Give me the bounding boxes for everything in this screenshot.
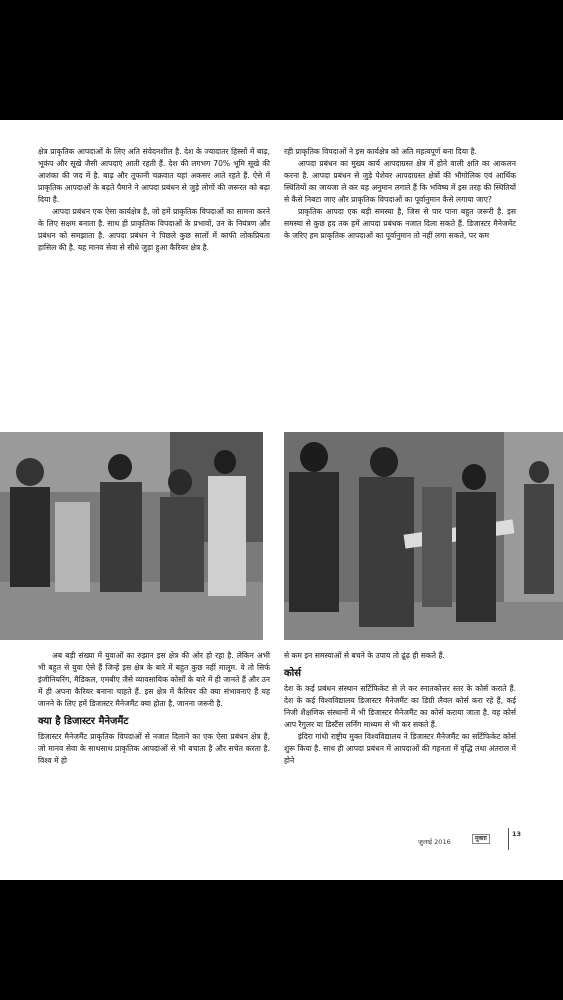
- paragraph: से कम इन समस्याओं से बचने के उपाय तो ढूंढ़ ही सकते हैं.: [284, 651, 445, 660]
- magazine-page: [0, 120, 563, 880]
- paragraph: देश के कई प्रबंधन संस्थान सर्टिफिकेट से ले कर स्नातकोत्तर स्तर के कोर्स कराते हैं. देश के कई विश्वविद्यालय डिजास्टर मैनेजमैंट का डिग्री लैवल कोर्स करा रहे हैं, कई निजी शैक्षणिक संस्थानों में भी डिजास्टर मैनेजमैंट का कोर्स कराया जाता है. वह कोर्स आप रैगुलर या डिस्टैंस लर्निंग माध्यम से भी कर सकते हैं.: [284, 684, 516, 729]
- column-left-bottom: [38, 650, 270, 767]
- section-heading: क्या है डिजास्टर मैनेजमैंट: [38, 716, 129, 727]
- page-number: 13: [512, 830, 522, 838]
- photo-rescue-right: [284, 432, 563, 640]
- paragraph: आपदा प्रबंधन एक ऐसा कार्यक्षेत्र है, जो हमें प्राकृतिक विपदाओं का सामना करने के लिए सक्षम बनाता है. साथ ही प्राकृतिक विपदाओं के प्रभावों, उन के नियंत्रण और प्रबंधन को समझाता है. आपदा प्रबंधन ने पिछले कुछ सालों में काफी लोकप्रियता हासिल की है. यह मानव सेवा से सीधे जुड़ा हुआ कैरियर क्षेत्र है.: [38, 207, 270, 252]
- paragraph: इंदिरा गांधी राष्ट्रीय मुक्त विश्वविद्यालय ने डिजास्टर मैनेजमैंट का सर्टिफिकेट कोर्स शुरू किया है. साथ ही आपदा प्रबंधन में आपदाओं की गहनता में वृद्धि तथा अंतराल में होने: [284, 732, 516, 765]
- section-heading: कोर्स: [284, 668, 302, 679]
- column-right-top: [284, 146, 516, 242]
- rescue-photo-left: [0, 432, 263, 640]
- paragraph: डिजास्टर मैनेजमैंट प्राकृतिक विपदाओं से नजात दिलाने का एक ऐसा प्रबंधन क्षेत्र है, जो मानव सेवा के साथसाथ प्राकृतिक आपदाओं से भी बचाता है और सचेत करता है. विश्व में हो: [38, 732, 270, 765]
- paragraph: आपदा प्रबंधन का मुख्य कार्य आपदाग्रस्त क्षेत्र में होने वाली क्षति का आकलन करना है. आपदा प्रबंधन से जुड़े पेशेवर आपदाग्रस्त क्षेत्रों की भौगोलिक एवं आर्थिक स्थितियों का जायजा ले कर यह अनुमान लगाते हैं कि भविष्य में इस तरह की स्थितियों से कैसे निबटा जाए और प्राकृतिक विपदाओं का पूर्वानुमान कैसे लगाया जाए?: [284, 159, 516, 204]
- paragraph: प्राकृतिक आपदा एक बड़ी समस्या है, जिस से पार पाना बहुत जरूरी है. इस समस्या से कुछ हद तक हमें आपदा प्रबंधक नजात दिला सकते हैं. डिजास्टर मैनेजमेंट के जरिए हम प्राकृतिक आपदाओं का पूर्वानुमान तो नहीं लगा सकते, पर कम: [284, 207, 516, 240]
- paragraph: रही प्राकृतिक विपदाओं ने इस कार्यक्षेत्र को अति महत्वपूर्ण बना दिया है.: [284, 147, 477, 156]
- paragraph: अब बड़ी संख्या में युवाओं का रुझान इस क्षेत्र की ओर हो रहा है. लेकिन अभी भी बहुत से युवा ऐसे हैं जिन्हें इस क्षेत्र के बारे में बहुत कुछ नहीं मालूम. वे तो सिर्फ इंजीनियरिंग, मैडिकल, एमबीए जैसे व्यावसायिक कोर्सों के बारे में ही जानते हैं और उन में ही अपना कैरियर बनाना चाहते हैं. इस क्षेत्र में कैरियर की क्या संभावनाएं हैं यह जानने के लिए हमें डिजास्टर मैनेजमैंट क्या होता है, जानना जरूरी है.: [38, 651, 270, 708]
- rescue-photo-right: [284, 432, 563, 640]
- column-left-top: [38, 146, 270, 254]
- footer-date: जुलाई 2016: [418, 838, 451, 846]
- paragraph: क्षेत्र प्राकृतिक आपदाओं के लिए अति संवेदनशील है. देश के ज्यादातर हिस्सों में बाढ़, भूकंप और सूखे जैसी आपदाएं आती रहती हैं. देश की लगभग 70% भूमि सूखे की आशंका की जद में है. बाढ़ और तूफानी चक्रवात यहां अकसर आते रहते हैं. ऐसे में प्राकृतिक आपदाओं के बढ़ते पैमाने ने आपदा प्रबंधन से जुड़े लोगों की जरूरत को बढ़ा दिया है.: [38, 147, 270, 204]
- footer-divider: [508, 828, 509, 850]
- magazine-logo: मुक्ता: [472, 834, 490, 844]
- column-right-bottom: [284, 650, 516, 767]
- photo-rescue-left: [0, 432, 263, 640]
